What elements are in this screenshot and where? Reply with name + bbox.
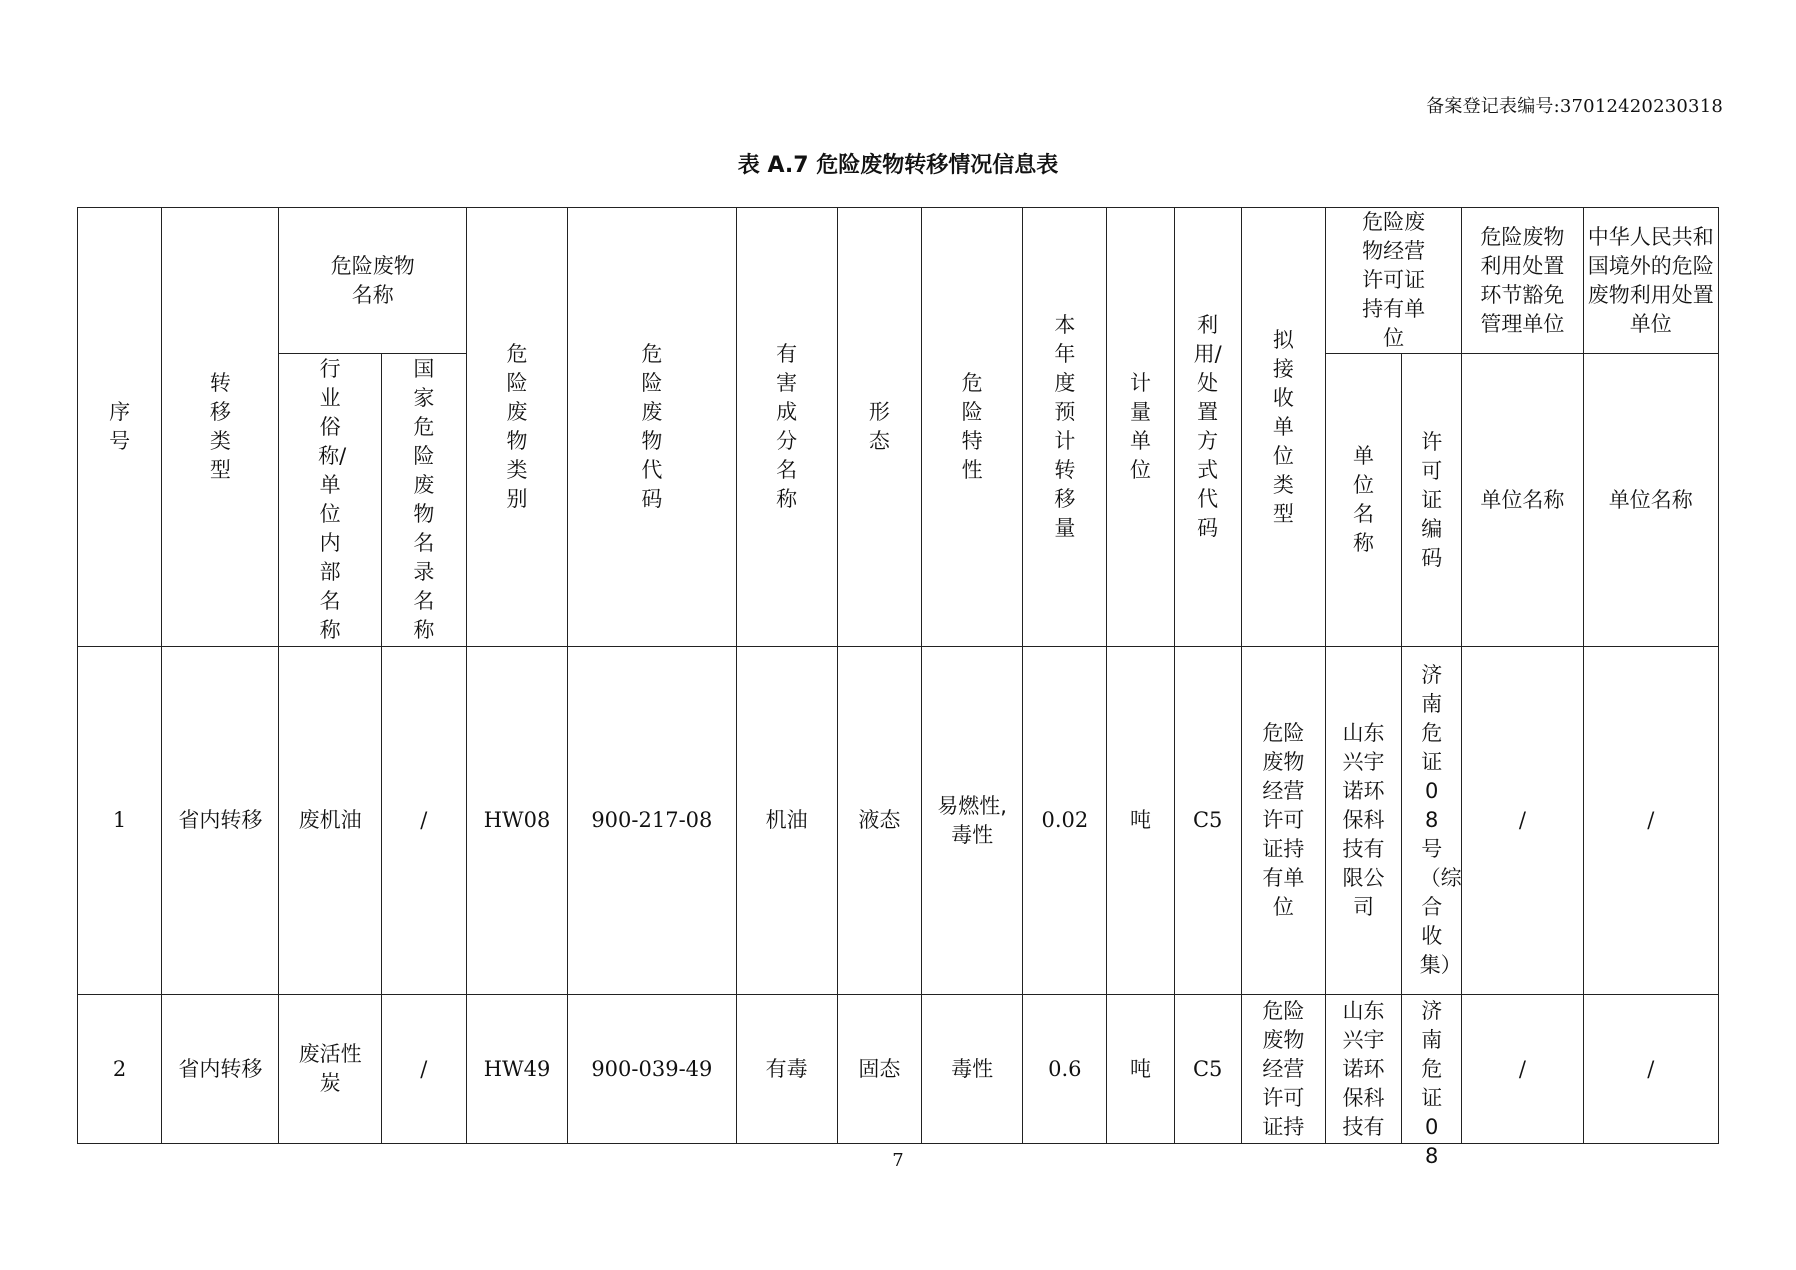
row-annual-amount: 0.6 xyxy=(1023,995,1107,1144)
row-unit: 吨 xyxy=(1107,647,1174,995)
header-holder-license-no: 许可证编码 xyxy=(1402,354,1462,647)
row-form: 液态 xyxy=(837,647,921,995)
header-foreign-unit-name: 单位名称 xyxy=(1583,354,1718,647)
header-license-holder-group: 危险废物经营许可证持有单位 xyxy=(1325,208,1461,354)
row-waste-category: HW49 xyxy=(466,995,567,1144)
row-holder-license-no: 济南危证08 xyxy=(1402,995,1462,1144)
row-holder-unit-name: 山东兴宇诺环保科技有 xyxy=(1325,995,1401,1144)
header-row-1 xyxy=(78,208,1719,354)
header-seq: 序号 xyxy=(78,208,162,647)
page-number: 7 xyxy=(892,1150,904,1171)
row-harmful-component: 有毒 xyxy=(736,995,837,1144)
row-unit: 吨 xyxy=(1107,995,1174,1144)
header-hazard-property: 危险特性 xyxy=(922,208,1023,647)
row-transfer-type: 省内转移 xyxy=(162,995,279,1144)
registration-number: 备案登记表编号:37012420230318 xyxy=(1426,96,1723,117)
header-holder-unit-name: 单位名称 xyxy=(1325,354,1401,647)
row-hazard-property: 毒性 xyxy=(922,995,1023,1144)
row-waste-code: 900-039-49 xyxy=(568,995,736,1144)
row-harmful-component: 机油 xyxy=(736,647,837,995)
row-seq: 2 xyxy=(78,995,162,1144)
row-seq: 1 xyxy=(78,647,162,995)
header-national-name: 国家危险废物名录名称 xyxy=(381,354,466,647)
row-transfer-type: 省内转移 xyxy=(162,647,279,995)
row-holder-unit-name: 山东兴宇诺环保科技有限公司 xyxy=(1325,647,1401,995)
table-row xyxy=(78,647,1719,995)
header-waste-name-group: 危险废物名称 xyxy=(279,208,466,354)
header-unit: 计量单位 xyxy=(1107,208,1174,647)
row-exempt-unit-name: / xyxy=(1462,647,1583,995)
row-waste-code: 900-217-08 xyxy=(568,647,736,995)
row-annual-amount: 0.02 xyxy=(1023,647,1107,995)
row-exempt-unit-name: / xyxy=(1462,995,1583,1144)
header-receiver-type: 拟接收单位类型 xyxy=(1241,208,1325,647)
header-transfer-type: 转移类型 xyxy=(162,208,279,647)
row-national-name: / xyxy=(381,647,466,995)
row-industry-name: 废机油 xyxy=(279,647,381,995)
row-waste-category: HW08 xyxy=(466,647,567,995)
row-disposal-code: C5 xyxy=(1174,995,1241,1144)
header-annual-amount: 本年度预计转移量 xyxy=(1023,208,1107,647)
row-industry-name: 废活性炭 xyxy=(279,995,381,1144)
row-receiver-type: 危险废物经营许可证持有单位 xyxy=(1241,647,1325,995)
hazardous-waste-transfer-table xyxy=(77,207,1719,1168)
row-holder-license-no: 济南危证08号（综合收集） xyxy=(1402,647,1462,995)
table-row xyxy=(78,995,1719,1144)
row-disposal-code: C5 xyxy=(1174,647,1241,995)
header-foreign-unit-group: 中华人民共和国境外的危险废物利用处置单位 xyxy=(1583,208,1718,354)
header-form: 形态 xyxy=(837,208,921,647)
row-national-name: / xyxy=(381,995,466,1144)
row-foreign-unit-name: / xyxy=(1583,647,1718,995)
row-receiver-type: 危险废物经营许可证持 xyxy=(1241,995,1325,1144)
row-form: 固态 xyxy=(837,995,921,1144)
header-exempt-unit-group: 危险废物利用处置环节豁免管理单位 xyxy=(1462,208,1583,354)
header-exempt-unit-name: 单位名称 xyxy=(1462,354,1583,647)
table-title: 表 A.7 危险废物转移情况信息表 xyxy=(737,153,1059,178)
header-disposal-code: 利用/处置方式代码 xyxy=(1174,208,1241,647)
header-waste-category: 危险废物类别 xyxy=(466,208,567,647)
row-hazard-property: 易燃性,毒性 xyxy=(922,647,1023,995)
row-foreign-unit-name: / xyxy=(1583,995,1718,1144)
header-industry-name: 行业俗称/单位内部名称 xyxy=(279,354,381,647)
header-harmful-component: 有害成分名称 xyxy=(736,208,837,647)
header-waste-code: 危险废物代码 xyxy=(568,208,736,647)
